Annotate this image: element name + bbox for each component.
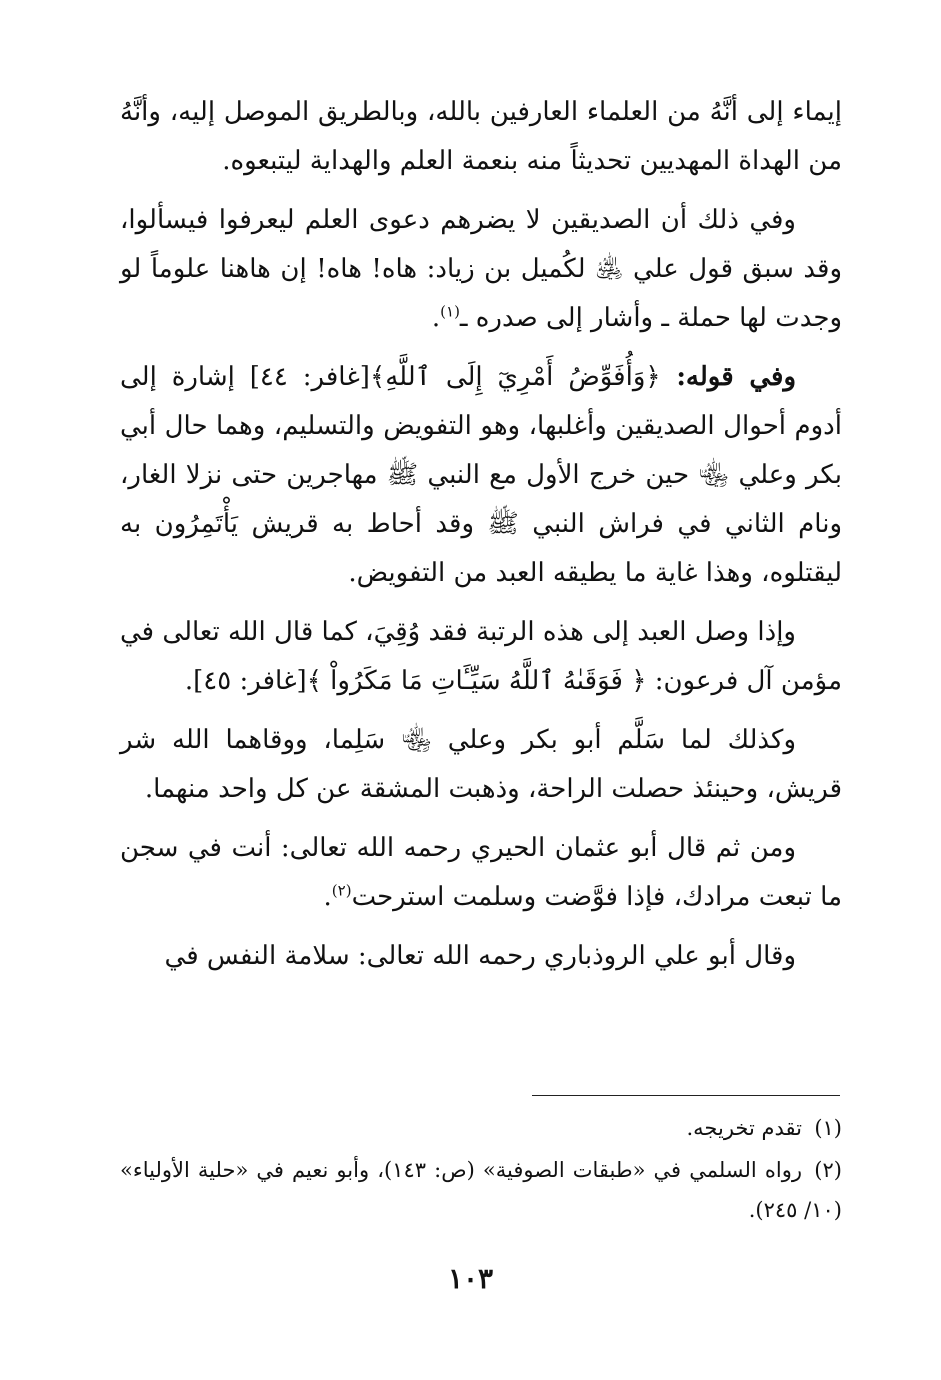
- footnote-text: رواه السلمي في «طبقات الصوفية» (ص: ١٤٣)، وأبو نعيم في «حلية الأولياء» (١٠/ ٢٤٥).: [120, 1158, 842, 1222]
- paragraph-text: إيماء إلى أنَّهُ من العلماء العارفين بالله، وبالطريق الموصل إليه، وأنَّهُ من الهداة المهديين تحديثاً منه بنعمة العلم والهداية ليتبعوه.: [120, 97, 842, 176]
- paragraph-7: [120, 932, 842, 981]
- paragraph-4: [120, 608, 842, 706]
- footnote-marker-1[interactable]: (١): [440, 302, 460, 321]
- footnotes: [120, 1108, 842, 1232]
- quran-verse: ﴿ فَوَقَىٰهُ ٱللَّهُ سَيِّـَٔاتِ مَا مَكَرُواْ ﴾: [306, 666, 647, 696]
- footnote-1: [120, 1108, 842, 1148]
- footnote-divider: [532, 1095, 840, 1096]
- paragraph-lead: وفي قوله:: [660, 362, 797, 392]
- footnote-marker-2[interactable]: (٢): [331, 881, 352, 900]
- paragraph-text: ومن ثم قال أبو عثمان الحيري رحمه الله تعالى: أنت في سجن ما تبعت مرادك، فإذا فوَّضت وسلمت استرحت: [120, 833, 842, 912]
- footnote-number: (٢): [814, 1158, 842, 1182]
- footnote-2: [120, 1150, 842, 1230]
- paragraph-1: [120, 88, 842, 186]
- paragraph-3: [120, 353, 842, 598]
- paragraph-text: وفي ذلك أن الصديقين لا يضرهم دعوى العلم ليعرفوا فيسألوا، وقد سبق قول علي ﵁ لكُميل بن زياد: هاه! هاه! إن هاهنا علوماً لو وجدت لها حملة ـ وأشار إلى صدره ـ: [120, 205, 842, 333]
- paragraph-text: وقال أبو علي الروذباري رحمه الله تعالى: سلامة النفس في: [164, 941, 796, 971]
- footnote-number: (١): [814, 1116, 842, 1140]
- main-text: [120, 88, 842, 991]
- paragraph-tail: .: [431, 303, 441, 333]
- paragraph-tail: [غافر: ٤٥].: [184, 666, 307, 696]
- paragraph-tail: .: [323, 882, 332, 912]
- paragraph-6: [120, 824, 842, 922]
- paragraph-5: [120, 716, 842, 814]
- paragraph-text: وكذلك لما سَلَّم أبو بكر وعلي ﵄ سَلِما، ووقاهما الله شر قريش، وحينئذ حصلت الراحة، وذهبت المشقة عن كل واحد منهما.: [120, 725, 842, 804]
- paragraph-2: [120, 196, 842, 343]
- quran-verse: ﴿وَأُفَوِّضُ أَمْرِيٓ إِلَى ٱللَّهِ﴾: [369, 362, 661, 392]
- page-number: ١٠٣: [447, 1262, 494, 1295]
- paragraph-text: وإذا وصل العبد إلى هذه الرتبة فقد وُقِيَ، كما قال الله تعالى في مؤمن آل فرعون:: [120, 617, 842, 696]
- footnote-text: تقدم تخريجه.: [686, 1116, 802, 1140]
- paragraph-text: [غافر: ٤٤] إشارة إلى أدوم أحوال الصديقين وأغلبها، وهو التفويض والتسليم، وهما حال أبي بكر وعلي ﵄ حين خرج الأول مع النبي ﷺ مهاجرين حتى نزلا الغار، ونام الثاني في فراش النبي ﷺ وقد أحاط به قريش يَأْتَمِرُون به ليقتلوه، وهذا غاية ما يطيقه العبد من التفويض.: [120, 362, 842, 588]
